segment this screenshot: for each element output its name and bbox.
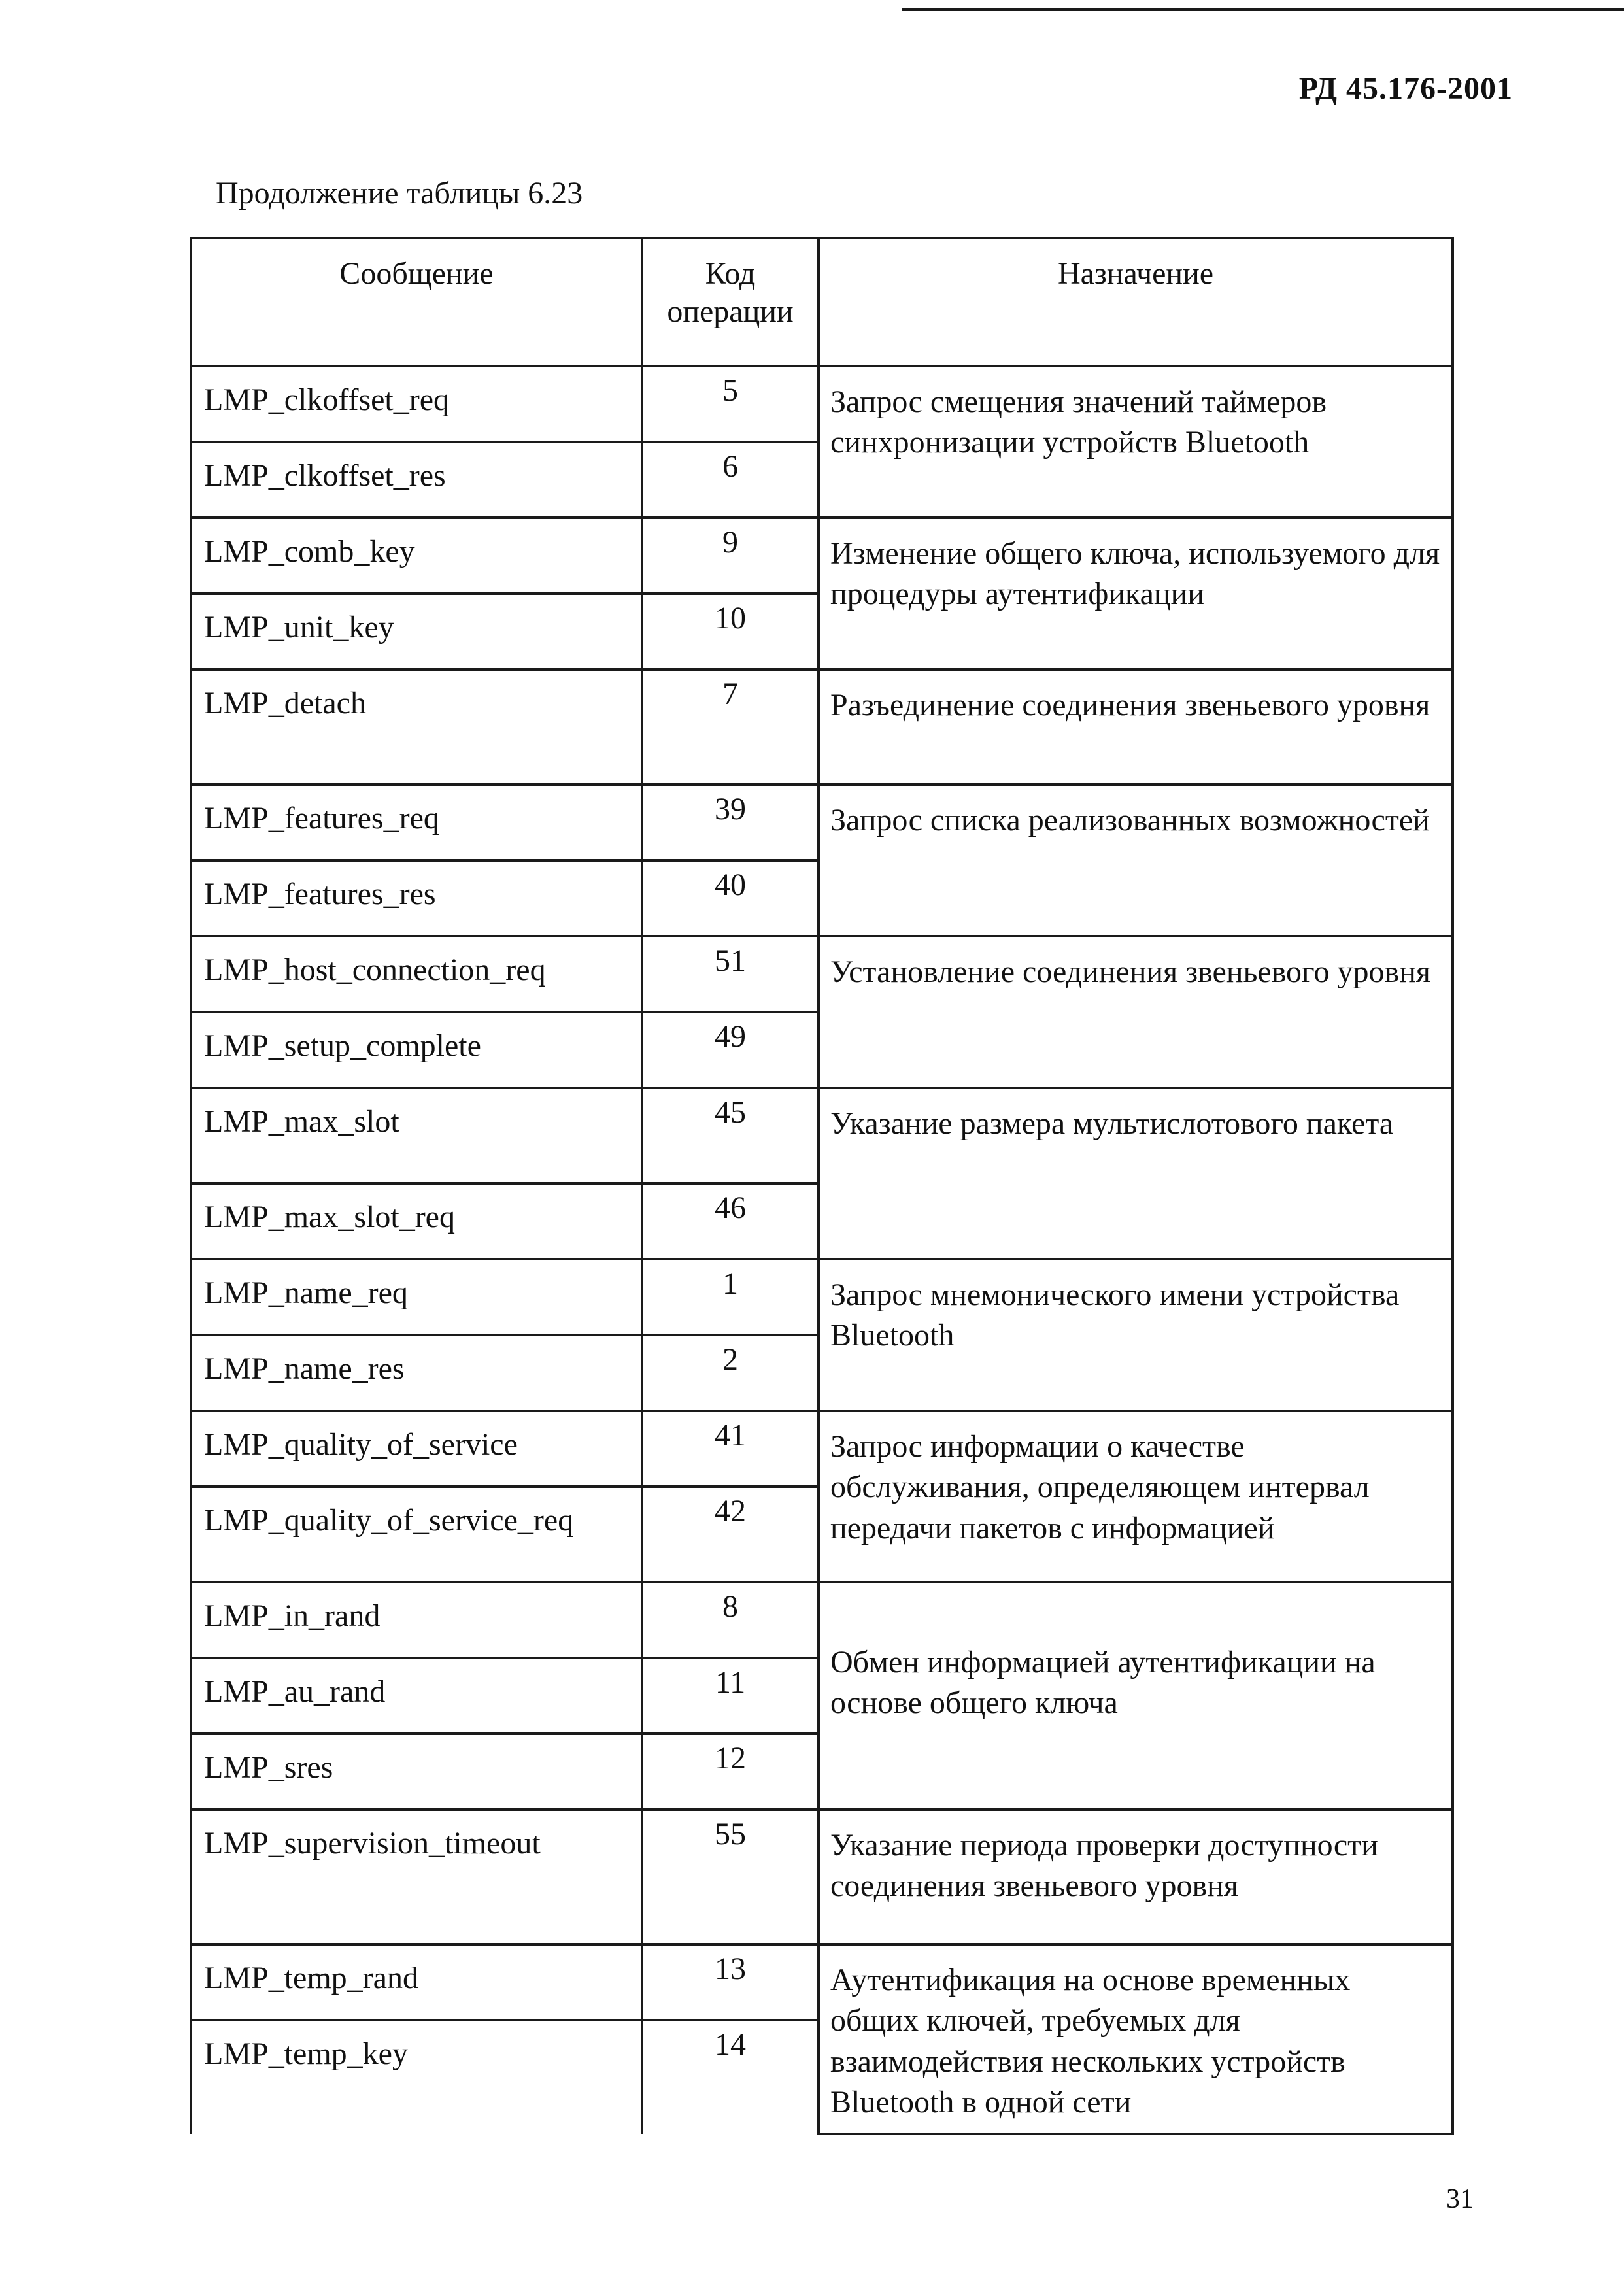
table-row [191,669,1453,785]
code-cell: 55 [642,1810,819,1944]
code-cell: 11 [642,1658,819,1734]
table-header-row [191,238,1453,366]
table-row [191,518,1453,594]
code-cell: 1 [642,1259,819,1335]
code-cell: 39 [642,785,819,860]
purpose-cell: Обмен информацией аутентификации на основе общего ключа [819,1582,1453,1810]
message-cell: LMP_quality_of_service_req [191,1487,642,1582]
column-header-code: Код операции [642,238,819,366]
message-cell: LMP_temp_key [191,2020,642,2134]
message-cell: LMP_in_rand [191,1582,642,1658]
purpose-cell: Изменение общего ключа, используемого для процедуры аутентификации [819,518,1453,669]
operations-table [190,237,1454,2135]
purpose-cell: Запрос мнемонического имени устройства Bluetooth [819,1259,1453,1411]
message-cell: LMP_unit_key [191,594,642,669]
table-row [191,366,1453,442]
message-cell: LMP_max_slot [191,1088,642,1183]
purpose-cell: Запрос списка реализованных возможностей [819,785,1453,936]
message-cell: LMP_features_req [191,785,642,860]
message-cell: LMP_quality_of_service [191,1411,642,1487]
code-cell: 40 [642,860,819,936]
message-cell: LMP_setup_complete [191,1012,642,1088]
code-cell: 13 [642,1944,819,2020]
code-cell: 45 [642,1088,819,1183]
purpose-cell: Указание размера мультислотового пакета [819,1088,1453,1259]
table-row [191,785,1453,860]
purpose-cell: Аутентификация на основе временных общих ключей, требуемых для взаимодействия нескольких устройств Bluetooth в одной сети [819,1944,1453,2134]
table-caption: Продолжение таблицы 6.23 [216,176,583,211]
top-rule [902,8,1624,11]
purpose-cell: Установление соединения звеньевого уровня [819,936,1453,1088]
purpose-cell: Запрос смещения значений таймеров синхронизации устройств Bluetooth [819,366,1453,518]
code-cell: 7 [642,669,819,785]
table-row [191,1582,1453,1658]
code-cell: 41 [642,1411,819,1487]
code-cell: 10 [642,594,819,669]
message-cell: LMP_name_res [191,1335,642,1411]
code-cell: 9 [642,518,819,594]
code-cell: 49 [642,1012,819,1088]
message-cell: LMP_supervision_timeout [191,1810,642,1944]
message-cell: LMP_max_slot_req [191,1183,642,1259]
code-cell: 42 [642,1487,819,1582]
table-row [191,1088,1453,1183]
message-cell: LMP_features_res [191,860,642,936]
message-cell: LMP_detach [191,669,642,785]
column-header-message: Сообщение [191,238,642,366]
table-row [191,1810,1453,1944]
message-cell: LMP_clkoffset_req [191,366,642,442]
purpose-cell: Запрос информации о качестве обслуживания, определяющем интервал передачи пакетов с информацией [819,1411,1453,1582]
purpose-cell: Разъединение соединения звеньевого уровня [819,669,1453,785]
table-row [191,1259,1453,1335]
message-cell: LMP_comb_key [191,518,642,594]
code-cell: 14 [642,2020,819,2134]
table-row [191,1944,1453,2020]
message-cell: LMP_clkoffset_res [191,442,642,518]
document-code: РД 45.176-2001 [1298,71,1513,106]
code-cell: 51 [642,936,819,1012]
code-cell: 5 [642,366,819,442]
message-cell: LMP_au_rand [191,1658,642,1734]
code-cell: 46 [642,1183,819,1259]
page-number: 31 [1446,2184,1474,2214]
table-row [191,1411,1453,1487]
purpose-cell: Указание периода проверки доступности соединения звеньевого уровня [819,1810,1453,1944]
code-cell: 2 [642,1335,819,1411]
message-cell: LMP_sres [191,1734,642,1810]
code-cell: 8 [642,1582,819,1658]
message-cell: LMP_temp_rand [191,1944,642,2020]
code-cell: 12 [642,1734,819,1810]
code-cell: 6 [642,442,819,518]
column-header-purpose: Назначение [819,238,1453,366]
table-row [191,936,1453,1012]
message-cell: LMP_name_req [191,1259,642,1335]
message-cell: LMP_host_connection_req [191,936,642,1012]
